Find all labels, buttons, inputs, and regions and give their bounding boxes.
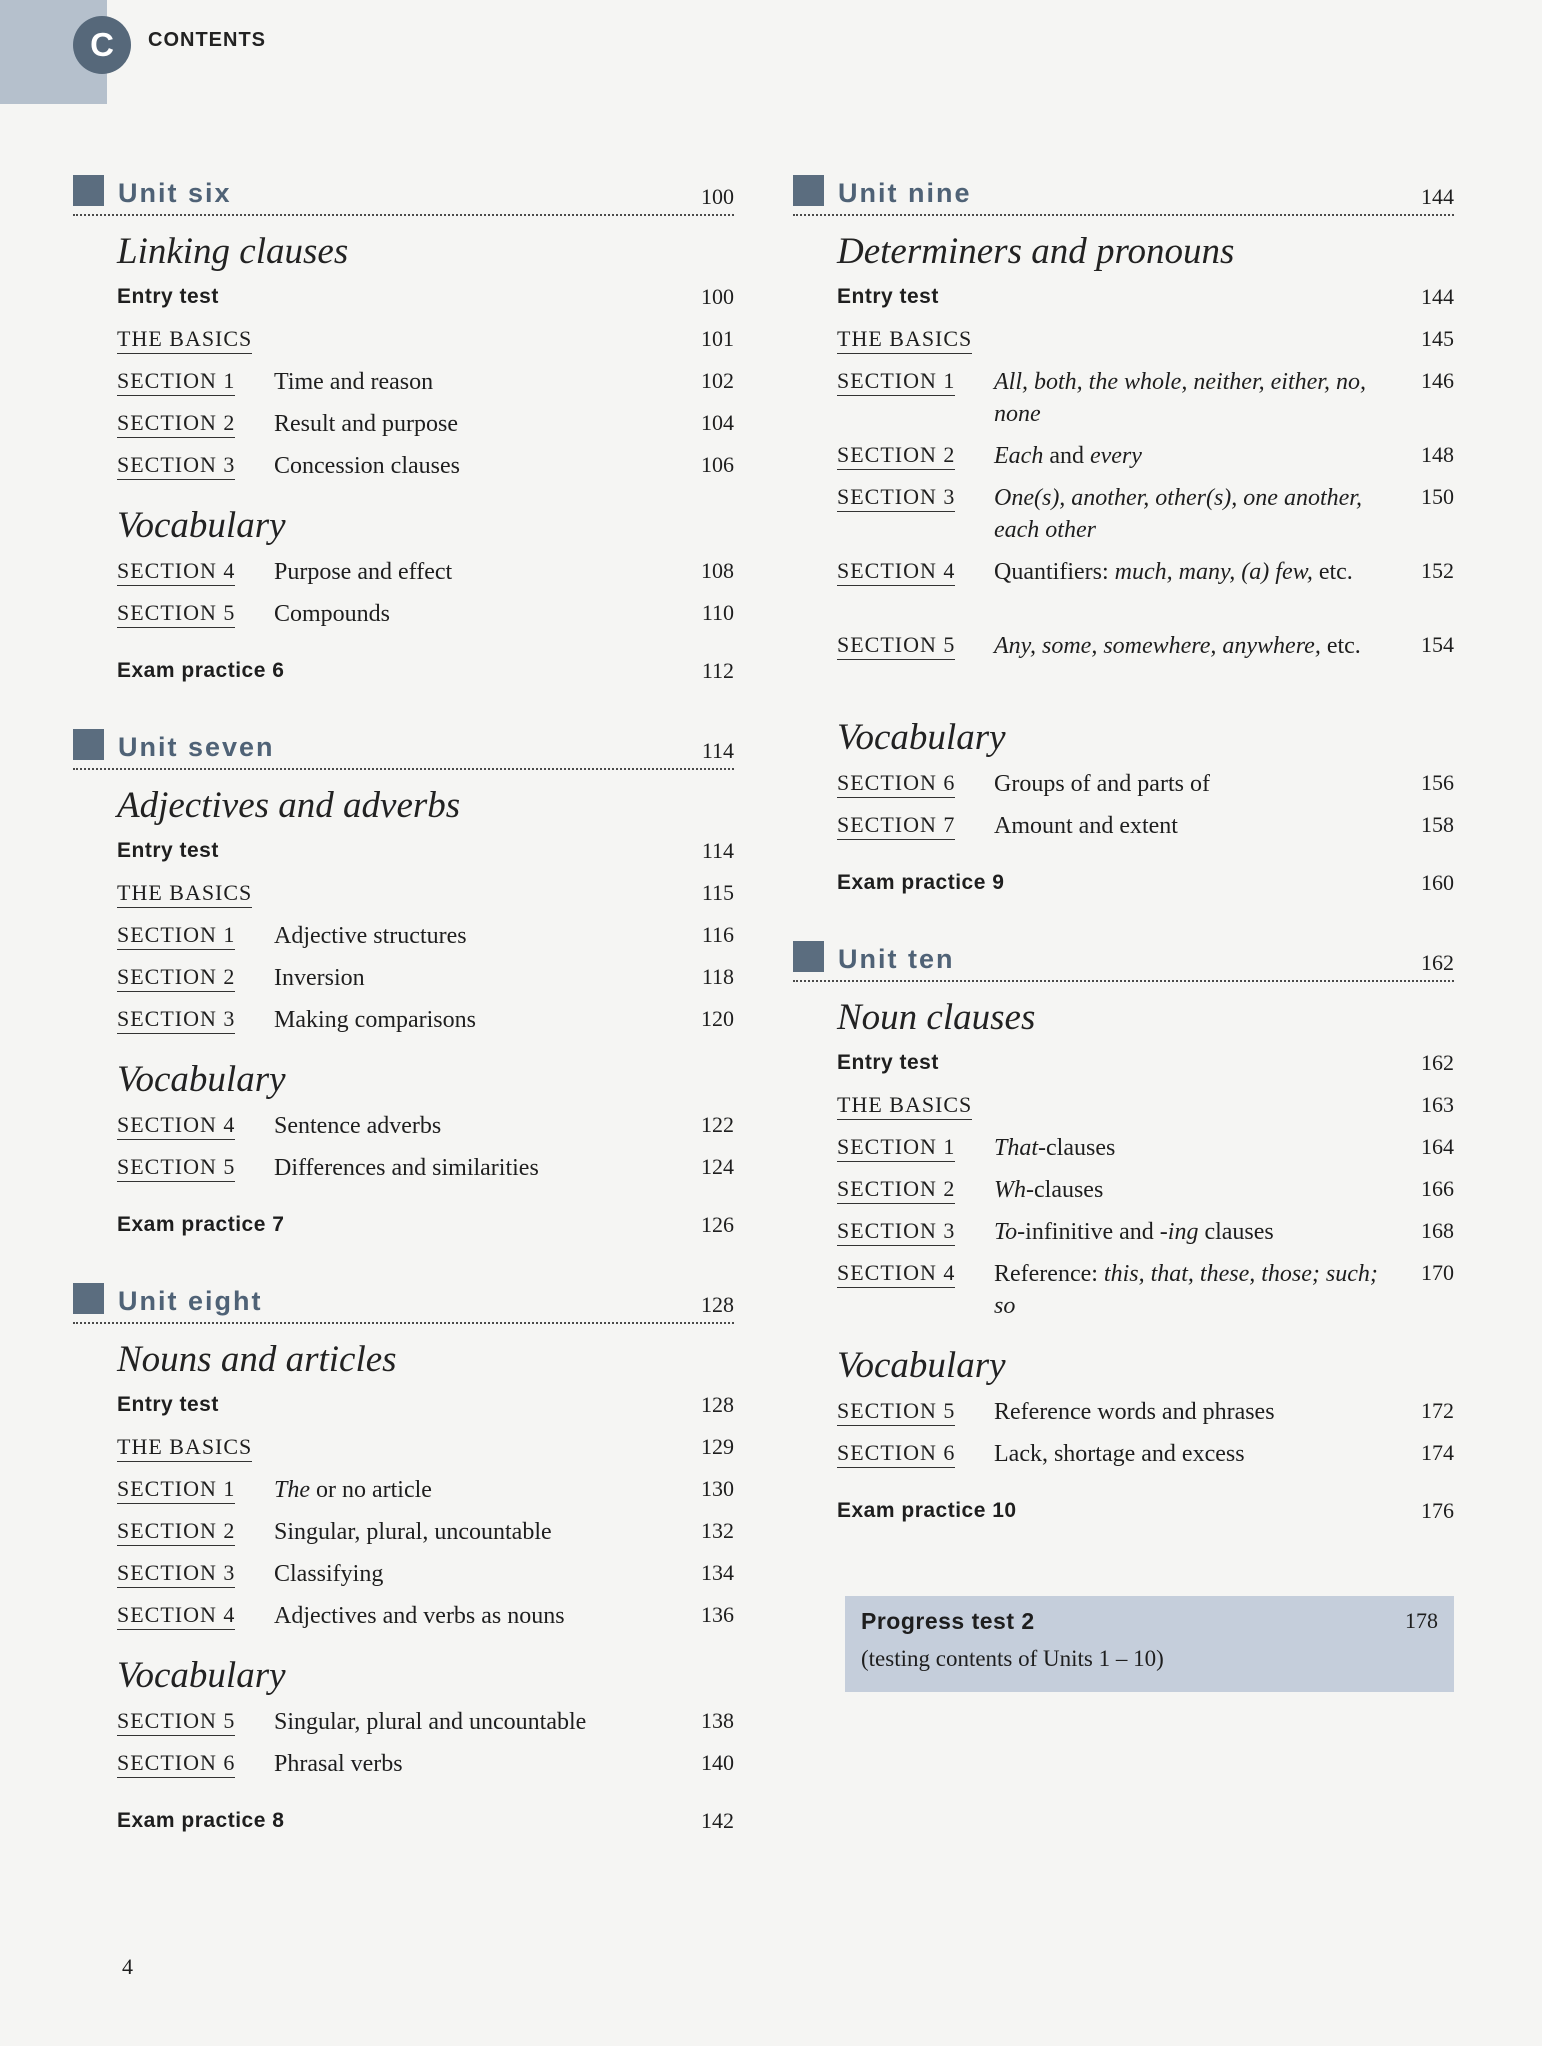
unit-topic: Linking clauses <box>117 231 349 272</box>
toc-entry[interactable] <box>117 1598 734 1640</box>
unit-topic: Noun clauses <box>837 997 1036 1038</box>
entry-title: That-clauses <box>994 1135 1116 1161</box>
entry-label: THE BASICS <box>117 1434 252 1462</box>
entry-label: SECTION 1 <box>117 922 235 950</box>
toc-entry[interactable] <box>117 364 734 406</box>
entry-page: 115 <box>701 880 734 905</box>
entry-page: 116 <box>701 922 734 947</box>
entry-title: Compounds <box>274 601 391 627</box>
entry-page: 134 <box>701 1560 734 1585</box>
entry-label: Entry test <box>837 1051 939 1074</box>
entry-label: SECTION 3 <box>117 452 235 480</box>
entry-title: The or no article <box>274 1477 432 1503</box>
toc-entry[interactable] <box>837 1256 1454 1330</box>
unit-name: Unit six <box>118 178 232 208</box>
entry-label: SECTION 2 <box>117 964 235 992</box>
entry-label: SECTION 2 <box>117 410 235 438</box>
vocabulary-heading: Vocabulary <box>837 1345 1006 1386</box>
unit-six <box>73 172 734 696</box>
entry-title: One(s), another, other(s), one another, each other <box>994 485 1362 543</box>
entry-title: Adjectives and verbs as nouns <box>274 1603 565 1629</box>
entry-page: 174 <box>1421 1440 1454 1465</box>
entry-page: 156 <box>1421 770 1454 795</box>
unit-page: 114 <box>701 738 734 763</box>
entry-title: Making comparisons <box>274 1007 476 1033</box>
toc-entry[interactable] <box>837 1130 1454 1172</box>
progress-test-title: Progress test 2 <box>861 1608 1035 1634</box>
exam-practice-entry[interactable] <box>117 1208 734 1250</box>
vocabulary-heading: Vocabulary <box>117 505 286 546</box>
entry-page: 128 <box>701 1392 734 1417</box>
entry-title: Any, some, somewhere, anywhere, etc. <box>994 633 1361 659</box>
toc-entry[interactable] <box>117 918 734 960</box>
toc-entry[interactable] <box>837 322 1454 364</box>
entry-label: SECTION 6 <box>837 1440 955 1468</box>
vocabulary-heading: Vocabulary <box>117 1059 286 1100</box>
toc-entry[interactable] <box>117 1150 734 1192</box>
entry-page: 108 <box>701 558 734 583</box>
entry-title: To-infinitive and -ing clauses <box>994 1219 1274 1245</box>
unit-name: Unit ten <box>838 944 955 974</box>
toc-entry[interactable] <box>117 1108 734 1150</box>
entry-page: 163 <box>1421 1092 1454 1117</box>
unit-heading[interactable] <box>793 172 1454 216</box>
entry-page: 162 <box>1421 1050 1454 1075</box>
toc-entry[interactable] <box>837 766 1454 808</box>
entry-title: Reference words and phrases <box>994 1399 1275 1425</box>
entry-page: 100 <box>701 284 734 309</box>
progress-test-subtitle: (testing contents of Units 1 – 10) <box>861 1646 1164 1671</box>
unit-page: 162 <box>1421 950 1454 975</box>
entry-page: 102 <box>701 368 734 393</box>
entry-label: SECTION 5 <box>837 1398 955 1426</box>
entry-page: 158 <box>1421 812 1454 837</box>
entry-page: 146 <box>1421 368 1454 393</box>
entry-page: 176 <box>1421 1498 1454 1523</box>
left-column <box>73 172 734 1846</box>
entry-page: 118 <box>701 964 734 989</box>
entry-label: SECTION 5 <box>117 1708 235 1736</box>
entry-page: 138 <box>701 1708 734 1733</box>
entry-label: SECTION 6 <box>117 1750 235 1778</box>
page-header-title: CONTENTS <box>148 29 266 51</box>
toc-entry[interactable] <box>837 1436 1454 1478</box>
entry-page: 154 <box>1421 632 1454 657</box>
entry-label: Exam practice 7 <box>117 1213 285 1236</box>
toc-entry[interactable] <box>837 628 1454 702</box>
entry-page: 120 <box>701 1006 734 1031</box>
toc-entry[interactable] <box>837 1046 1454 1088</box>
entry-page: 152 <box>1421 558 1454 583</box>
unit-page: 144 <box>1421 184 1454 209</box>
toc-entry[interactable] <box>117 834 734 876</box>
entry-title: Result and purpose <box>274 411 458 437</box>
toc-entry[interactable] <box>117 322 734 364</box>
toc-entry[interactable] <box>837 1214 1454 1256</box>
unit-ten <box>793 938 1454 1536</box>
unit-square-icon <box>73 1283 104 1314</box>
unit-name: Unit nine <box>838 178 972 208</box>
toc-entry[interactable] <box>117 280 734 322</box>
entry-title: Lack, shortage and excess <box>994 1441 1245 1467</box>
toc-entry[interactable] <box>117 876 734 918</box>
entry-title: All, both, the whole, neither, either, no, none <box>994 369 1366 427</box>
entry-page: 101 <box>701 326 734 351</box>
entry-label: SECTION 5 <box>117 1154 235 1182</box>
right-column <box>793 172 1454 1536</box>
entry-label: SECTION 3 <box>117 1560 235 1588</box>
toc-entry[interactable] <box>117 554 734 596</box>
toc-entry[interactable] <box>117 1430 734 1472</box>
entry-label: SECTION 1 <box>837 1134 955 1162</box>
unit-nine <box>793 172 1454 908</box>
toc-entry[interactable] <box>837 364 1454 438</box>
unit-name: Unit seven <box>118 732 275 762</box>
entry-label: Entry test <box>117 285 219 308</box>
entry-title: Inversion <box>274 965 365 991</box>
toc-entry[interactable] <box>117 1746 734 1788</box>
entry-page: 168 <box>1421 1218 1454 1243</box>
entry-page: 145 <box>1421 326 1454 351</box>
entry-title: Classifying <box>274 1561 384 1587</box>
unit-page: 128 <box>701 1292 734 1317</box>
entry-page: 132 <box>701 1518 734 1543</box>
unit-eight <box>73 1280 734 1846</box>
progress-test-page: 178 <box>1405 1608 1438 1633</box>
unit-heading[interactable] <box>73 1280 734 1324</box>
entry-title: Singular, plural, uncountable <box>274 1519 552 1545</box>
entry-label: Exam practice 8 <box>117 1809 285 1832</box>
entry-label: THE BASICS <box>837 1092 972 1120</box>
toc-entry[interactable] <box>117 596 734 638</box>
entry-title: Quantifiers: much, many, (a) few, etc. <box>994 559 1353 585</box>
toc-entry[interactable] <box>837 554 1454 628</box>
entry-page: 124 <box>701 1154 734 1179</box>
toc-entry[interactable] <box>837 438 1454 480</box>
unit-name: Unit eight <box>118 1286 263 1316</box>
entry-title: Singular, plural and uncountable <box>274 1709 587 1735</box>
unit-square-icon <box>793 941 824 972</box>
entry-title: Purpose and effect <box>274 559 453 585</box>
unit-square-icon <box>73 729 104 760</box>
unit-square-icon <box>793 175 824 206</box>
unit-topic: Determiners and pronouns <box>837 231 1235 272</box>
toc-entry[interactable] <box>117 1002 734 1044</box>
unit-heading[interactable] <box>73 726 734 770</box>
unit-heading[interactable] <box>793 938 1454 982</box>
entry-title: Amount and extent <box>994 813 1178 839</box>
entry-label: Entry test <box>117 1393 219 1416</box>
entry-label: SECTION 3 <box>117 1006 235 1034</box>
entry-page: 140 <box>701 1750 734 1775</box>
entry-label: THE BASICS <box>117 880 252 908</box>
entry-label: SECTION 7 <box>837 812 955 840</box>
entry-label: Entry test <box>837 285 939 308</box>
toc-entry[interactable] <box>117 1556 734 1598</box>
unit-seven <box>73 726 734 1250</box>
entry-label: SECTION 4 <box>117 1112 235 1140</box>
entry-page: 106 <box>701 452 734 477</box>
entry-page: 160 <box>1421 870 1454 895</box>
entry-label: SECTION 4 <box>117 558 235 586</box>
entry-label: THE BASICS <box>117 326 252 354</box>
toc-entry[interactable] <box>837 480 1454 554</box>
entry-page: 110 <box>701 600 734 625</box>
toc-entry[interactable] <box>117 406 734 448</box>
entry-page: 129 <box>701 1434 734 1459</box>
entry-page: 166 <box>1421 1176 1454 1201</box>
progress-test-box[interactable] <box>845 1596 1454 1692</box>
entry-title: Concession clauses <box>274 453 460 479</box>
entry-label: SECTION 2 <box>837 442 955 470</box>
entry-title: Adjective structures <box>274 923 467 949</box>
vocabulary-heading: Vocabulary <box>117 1655 286 1696</box>
entry-title: Reference: this, that, these, those; such; so <box>994 1261 1378 1319</box>
entry-title: Phrasal verbs <box>274 1751 403 1777</box>
entry-page: 122 <box>701 1112 734 1137</box>
exam-practice-entry[interactable] <box>117 1804 734 1846</box>
entry-page: 104 <box>701 410 734 435</box>
entry-page: 144 <box>1421 284 1454 309</box>
toc-entry[interactable] <box>117 1704 734 1746</box>
entry-title: Differences and similarities <box>274 1155 539 1181</box>
entry-label: Exam practice 10 <box>837 1499 1017 1522</box>
entry-label: Exam practice 9 <box>837 871 1005 894</box>
unit-square-icon <box>73 175 104 206</box>
entry-page: 148 <box>1421 442 1454 467</box>
toc-entry[interactable] <box>837 1394 1454 1436</box>
entry-page: 170 <box>1421 1260 1454 1285</box>
exam-practice-entry[interactable] <box>837 1494 1454 1536</box>
entry-label: SECTION 2 <box>837 1176 955 1204</box>
entry-page: 150 <box>1421 484 1454 509</box>
entry-label: SECTION 1 <box>117 368 235 396</box>
entry-label: SECTION 5 <box>837 632 955 660</box>
toc-entry[interactable] <box>837 1172 1454 1214</box>
entry-title: Sentence adverbs <box>274 1113 442 1139</box>
unit-heading[interactable] <box>73 172 734 216</box>
toc-entry[interactable] <box>117 1472 734 1514</box>
entry-page: 126 <box>701 1212 734 1237</box>
entry-label: SECTION 1 <box>837 368 955 396</box>
vocabulary-heading: Vocabulary <box>837 717 1006 758</box>
entry-page: 172 <box>1421 1398 1454 1423</box>
entry-label: SECTION 2 <box>117 1518 235 1546</box>
entry-page: 130 <box>701 1476 734 1501</box>
entry-label: SECTION 4 <box>117 1602 235 1630</box>
entry-page: 142 <box>701 1808 734 1833</box>
entry-label: SECTION 1 <box>117 1476 235 1504</box>
entry-title: Each and every <box>994 443 1142 469</box>
unit-topic: Nouns and articles <box>117 1339 397 1380</box>
entry-label: Exam practice 6 <box>117 659 285 682</box>
entry-label: THE BASICS <box>837 326 972 354</box>
entry-label: SECTION 4 <box>837 558 955 586</box>
entry-label: Entry test <box>117 839 219 862</box>
exam-practice-entry[interactable] <box>837 866 1454 908</box>
section-badge: C <box>73 16 131 74</box>
entry-title: Groups of and parts of <box>994 771 1210 797</box>
entry-label: SECTION 3 <box>837 484 955 512</box>
entry-page: 136 <box>701 1602 734 1627</box>
entry-page: 114 <box>701 838 734 863</box>
entry-title: Wh-clauses <box>994 1177 1104 1203</box>
entry-label: SECTION 6 <box>837 770 955 798</box>
toc-entry[interactable] <box>837 280 1454 322</box>
unit-topic: Adjectives and adverbs <box>117 785 461 826</box>
entry-page: 164 <box>1421 1134 1454 1159</box>
toc-entry[interactable] <box>117 1388 734 1430</box>
entry-page: 112 <box>701 658 734 683</box>
toc-entry[interactable] <box>117 448 734 490</box>
page-number: 4 <box>122 1954 133 1979</box>
entry-label: SECTION 3 <box>837 1218 955 1246</box>
unit-page: 100 <box>701 184 734 209</box>
toc-entry[interactable] <box>117 960 734 1002</box>
exam-practice-entry[interactable] <box>117 654 734 696</box>
toc-entry[interactable] <box>837 1088 1454 1130</box>
toc-entry[interactable] <box>117 1514 734 1556</box>
entry-label: SECTION 4 <box>837 1260 955 1288</box>
entry-label: SECTION 5 <box>117 600 235 628</box>
toc-entry[interactable] <box>837 808 1454 850</box>
entry-title: Time and reason <box>274 369 434 395</box>
